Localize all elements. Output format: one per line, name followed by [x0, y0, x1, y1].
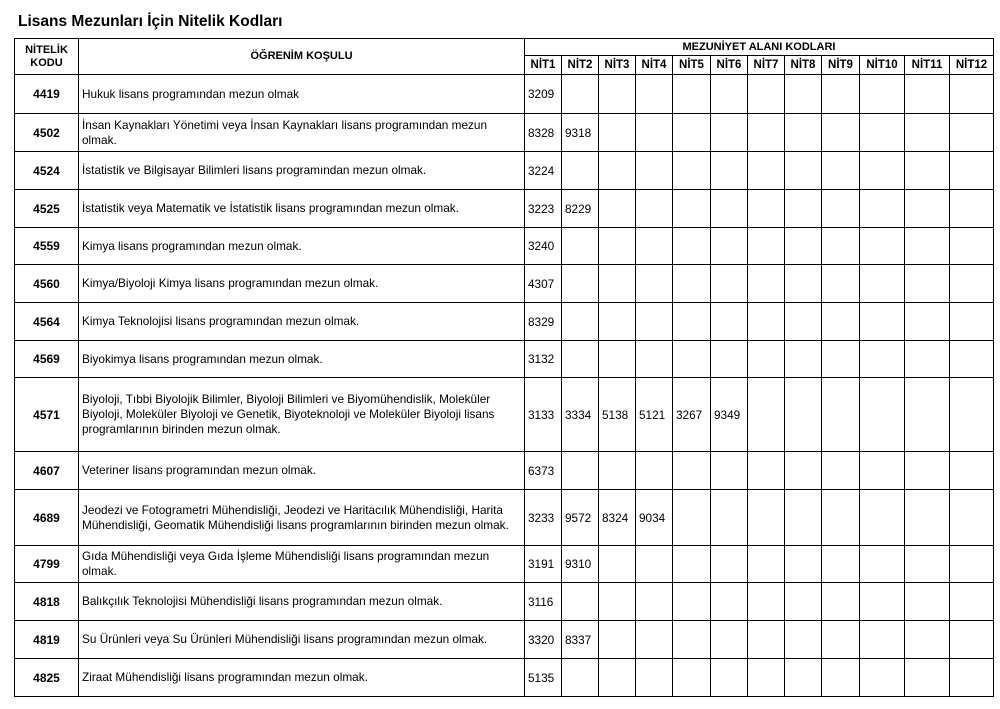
graduation-field-code	[599, 114, 636, 152]
graduation-field-code	[562, 659, 599, 697]
graduation-field-code	[711, 265, 748, 303]
graduation-field-code	[822, 190, 860, 228]
graduation-field-code	[950, 452, 994, 490]
graduation-field-code: 5121	[636, 378, 673, 452]
graduation-field-code	[785, 378, 822, 452]
graduation-field-code	[748, 659, 785, 697]
graduation-field-code: 8229	[562, 190, 599, 228]
graduation-field-code: 9318	[562, 114, 599, 152]
graduation-field-code	[636, 75, 673, 114]
graduation-field-code	[636, 265, 673, 303]
graduation-field-code: 8324	[599, 490, 636, 546]
graduation-field-code	[950, 152, 994, 190]
graduation-field-code	[673, 303, 711, 341]
graduation-field-code	[905, 152, 950, 190]
graduation-field-code: 3132	[525, 341, 562, 378]
graduation-field-code	[711, 341, 748, 378]
graduation-field-code	[860, 621, 905, 659]
graduation-field-code: 9572	[562, 490, 599, 546]
graduation-field-code	[950, 490, 994, 546]
graduation-field-code	[822, 621, 860, 659]
graduation-field-code	[711, 190, 748, 228]
graduation-field-code	[636, 152, 673, 190]
graduation-field-code	[711, 621, 748, 659]
graduation-field-code	[785, 583, 822, 621]
education-condition: Kimya Teknolojisi lisans programından mezun olmak.	[79, 303, 525, 341]
graduation-field-code	[905, 114, 950, 152]
graduation-field-code	[636, 621, 673, 659]
graduation-field-code	[785, 490, 822, 546]
header-nit-6: NİT6	[711, 56, 748, 75]
graduation-field-code	[822, 583, 860, 621]
header-nit-12: NİT12	[950, 56, 994, 75]
graduation-field-code	[673, 452, 711, 490]
graduation-field-code	[822, 75, 860, 114]
graduation-field-code	[599, 659, 636, 697]
graduation-field-code	[673, 114, 711, 152]
graduation-field-code	[860, 228, 905, 265]
graduation-field-code: 5138	[599, 378, 636, 452]
graduation-field-code: 6373	[525, 452, 562, 490]
table-row	[15, 659, 994, 697]
graduation-field-code	[950, 583, 994, 621]
graduation-field-code	[711, 228, 748, 265]
graduation-field-code	[950, 265, 994, 303]
graduation-field-code	[785, 303, 822, 341]
education-condition: Biyokimya lisans programından mezun olmak.	[79, 341, 525, 378]
graduation-field-code	[636, 583, 673, 621]
graduation-field-code	[748, 341, 785, 378]
header-nit-2: NİT2	[562, 56, 599, 75]
graduation-field-code	[950, 546, 994, 583]
graduation-field-code	[599, 228, 636, 265]
table-row	[15, 75, 994, 114]
graduation-field-code: 5135	[525, 659, 562, 697]
graduation-field-code	[599, 621, 636, 659]
graduation-field-code	[822, 228, 860, 265]
graduation-field-code	[636, 452, 673, 490]
graduation-field-code	[785, 659, 822, 697]
graduation-field-code	[673, 190, 711, 228]
graduation-field-code: 3233	[525, 490, 562, 546]
graduation-field-code	[860, 114, 905, 152]
graduation-field-code	[636, 228, 673, 265]
graduation-field-code	[950, 659, 994, 697]
graduation-field-code	[673, 265, 711, 303]
education-condition: Veteriner lisans programından mezun olmak.	[79, 452, 525, 490]
graduation-field-code	[562, 303, 599, 341]
graduation-field-code	[748, 265, 785, 303]
qualification-code: 4689	[15, 490, 79, 546]
header-nit-1: NİT1	[525, 56, 562, 75]
graduation-field-code	[711, 75, 748, 114]
education-condition: İstatistik ve Bilgisayar Bilimleri lisans programından mezun olmak.	[79, 152, 525, 190]
graduation-field-code	[822, 114, 860, 152]
graduation-field-code	[711, 546, 748, 583]
graduation-field-code	[748, 490, 785, 546]
graduation-field-code: 3116	[525, 583, 562, 621]
graduation-field-code: 3133	[525, 378, 562, 452]
graduation-field-code	[905, 265, 950, 303]
graduation-field-code: 3334	[562, 378, 599, 452]
table-row	[15, 228, 994, 265]
graduation-field-code	[860, 378, 905, 452]
education-condition: Ziraat Mühendisliği lisans programından mezun olmak.	[79, 659, 525, 697]
graduation-field-code	[636, 114, 673, 152]
education-condition: Gıda Mühendisliği veya Gıda İşleme Mühendisliği lisans programından mezun olmak.	[79, 546, 525, 583]
graduation-field-code	[822, 341, 860, 378]
header-nit-3: NİT3	[599, 56, 636, 75]
graduation-field-code	[748, 583, 785, 621]
graduation-field-code	[711, 659, 748, 697]
graduation-field-code	[562, 265, 599, 303]
graduation-field-code	[673, 490, 711, 546]
qualification-code: 4559	[15, 228, 79, 265]
graduation-field-code	[860, 546, 905, 583]
table-row	[15, 546, 994, 583]
graduation-field-code	[860, 265, 905, 303]
table-row	[15, 341, 994, 378]
graduation-field-code	[905, 583, 950, 621]
graduation-field-code	[860, 75, 905, 114]
graduation-field-code	[950, 114, 994, 152]
table-row	[15, 190, 994, 228]
education-condition: Jeodezi ve Fotogrametri Mühendisliği, Jeodezi ve Haritacılık Mühendisliği, Harita Mühendisliği, Geomatik Mühendisliği lisans programlarının birinden mezun olmak.	[79, 490, 525, 546]
education-condition: Su Ürünleri veya Su Ürünleri Mühendisliği lisans programından mezun olmak.	[79, 621, 525, 659]
graduation-field-code: 8329	[525, 303, 562, 341]
qualification-code: 4825	[15, 659, 79, 697]
qualification-code: 4571	[15, 378, 79, 452]
graduation-field-code	[599, 583, 636, 621]
graduation-field-code	[860, 341, 905, 378]
graduation-field-code: 3191	[525, 546, 562, 583]
graduation-field-code	[905, 452, 950, 490]
header-nit-10: NİT10	[860, 56, 905, 75]
graduation-field-code	[673, 341, 711, 378]
graduation-field-code	[562, 341, 599, 378]
graduation-field-code	[711, 303, 748, 341]
graduation-field-code	[636, 190, 673, 228]
page-title: Lisans Mezunları İçin Nitelik Kodları	[18, 13, 283, 30]
graduation-field-code	[822, 265, 860, 303]
education-condition: İnsan Kaynakları Yönetimi veya İnsan Kaynakları lisans programından mezun olmak.	[79, 114, 525, 152]
table-row	[15, 114, 994, 152]
graduation-field-code	[905, 546, 950, 583]
graduation-field-code: 3320	[525, 621, 562, 659]
graduation-field-code: 8337	[562, 621, 599, 659]
graduation-field-code	[785, 452, 822, 490]
qualification-code: 4607	[15, 452, 79, 490]
graduation-field-code	[785, 265, 822, 303]
graduation-field-code	[562, 152, 599, 190]
header-group: MEZUNİYET ALANI KODLARI	[525, 39, 994, 56]
graduation-field-code	[822, 546, 860, 583]
graduation-field-code	[599, 152, 636, 190]
graduation-field-code	[785, 75, 822, 114]
graduation-field-code	[905, 378, 950, 452]
table-row	[15, 452, 994, 490]
graduation-field-code	[562, 228, 599, 265]
graduation-field-code	[711, 114, 748, 152]
graduation-field-code	[562, 583, 599, 621]
graduation-field-code	[950, 190, 994, 228]
qualification-code: 4419	[15, 75, 79, 114]
graduation-field-code	[860, 190, 905, 228]
graduation-field-code	[599, 546, 636, 583]
graduation-field-code	[562, 75, 599, 114]
graduation-field-code	[636, 303, 673, 341]
graduation-field-code	[599, 190, 636, 228]
graduation-field-code	[711, 490, 748, 546]
education-condition: Biyoloji, Tıbbi Biyolojik Bilimler, Biyoloji Bilimleri ve Biyomühendislik, Moleküler Biyoloji, Moleküler Biyoloji ve Genetik, Biyoteknoloji ve Moleküler Biyoloji lisans programlarının birinden mezun olmak.	[79, 378, 525, 452]
graduation-field-code	[748, 152, 785, 190]
graduation-field-code	[905, 303, 950, 341]
header-nit-8: NİT8	[785, 56, 822, 75]
graduation-field-code	[860, 490, 905, 546]
graduation-field-code	[785, 190, 822, 228]
header-code: NİTELİK KODU	[15, 39, 79, 75]
graduation-field-code	[711, 152, 748, 190]
graduation-field-code	[599, 341, 636, 378]
graduation-field-code	[822, 378, 860, 452]
graduation-field-code	[905, 621, 950, 659]
graduation-field-code	[748, 303, 785, 341]
graduation-field-code	[860, 583, 905, 621]
header-nit-9: NİT9	[822, 56, 860, 75]
graduation-field-code	[905, 490, 950, 546]
header-condition: ÖĞRENİM KOŞULU	[79, 39, 525, 75]
graduation-field-code: 4307	[525, 265, 562, 303]
graduation-field-code	[599, 75, 636, 114]
table-row	[15, 152, 994, 190]
graduation-field-code	[748, 114, 785, 152]
graduation-field-code: 3209	[525, 75, 562, 114]
table-row	[15, 303, 994, 341]
graduation-field-code	[905, 228, 950, 265]
qualification-code: 4502	[15, 114, 79, 152]
graduation-field-code	[950, 378, 994, 452]
graduation-field-code	[950, 303, 994, 341]
graduation-field-code	[822, 452, 860, 490]
graduation-field-code	[905, 190, 950, 228]
graduation-field-code	[860, 303, 905, 341]
graduation-field-code: 9310	[562, 546, 599, 583]
graduation-field-code	[860, 152, 905, 190]
education-condition: Balıkçılık Teknolojisi Mühendisliği lisans programından mezun olmak.	[79, 583, 525, 621]
graduation-field-code: 9349	[711, 378, 748, 452]
table-row	[15, 378, 994, 452]
graduation-field-code	[748, 378, 785, 452]
education-condition: Kimya/Biyoloji Kimya lisans programından mezun olmak.	[79, 265, 525, 303]
graduation-field-code	[748, 546, 785, 583]
graduation-field-code	[748, 621, 785, 659]
graduation-field-code	[950, 75, 994, 114]
graduation-field-code	[785, 114, 822, 152]
qualification-code: 4569	[15, 341, 79, 378]
graduation-field-code	[785, 341, 822, 378]
graduation-field-code	[599, 303, 636, 341]
qualification-code: 4819	[15, 621, 79, 659]
qualification-code: 4524	[15, 152, 79, 190]
graduation-field-code	[822, 659, 860, 697]
graduation-field-code	[785, 546, 822, 583]
table-row	[15, 265, 994, 303]
graduation-field-code	[748, 452, 785, 490]
qualification-code: 4818	[15, 583, 79, 621]
header-nit-5: NİT5	[673, 56, 711, 75]
graduation-field-code	[599, 452, 636, 490]
graduation-field-code	[562, 452, 599, 490]
graduation-field-code: 3267	[673, 378, 711, 452]
graduation-field-code	[711, 583, 748, 621]
graduation-field-code	[711, 452, 748, 490]
qualification-code: 4560	[15, 265, 79, 303]
graduation-field-code: 3223	[525, 190, 562, 228]
graduation-field-code	[860, 659, 905, 697]
graduation-field-code: 3224	[525, 152, 562, 190]
education-condition: İstatistik veya Matematik ve İstatistik lisans programından mezun olmak.	[79, 190, 525, 228]
qualification-code: 4564	[15, 303, 79, 341]
education-condition: Hukuk lisans programından mezun olmak	[79, 75, 525, 114]
graduation-field-code	[785, 152, 822, 190]
graduation-field-code	[673, 546, 711, 583]
graduation-field-code	[785, 228, 822, 265]
graduation-field-code	[636, 659, 673, 697]
graduation-field-code: 8328	[525, 114, 562, 152]
graduation-field-code	[636, 546, 673, 583]
header-nit-11: NİT11	[905, 56, 950, 75]
graduation-field-code	[748, 75, 785, 114]
graduation-field-code	[673, 659, 711, 697]
graduation-field-code: 9034	[636, 490, 673, 546]
table-row	[15, 490, 994, 546]
graduation-field-code	[748, 190, 785, 228]
table-row	[15, 621, 994, 659]
qualification-code: 4799	[15, 546, 79, 583]
graduation-field-code	[673, 228, 711, 265]
qualification-codes-table	[14, 38, 994, 697]
graduation-field-code	[860, 452, 905, 490]
graduation-field-code	[673, 152, 711, 190]
graduation-field-code	[822, 303, 860, 341]
graduation-field-code	[905, 75, 950, 114]
graduation-field-code	[822, 152, 860, 190]
header-nit-7: NİT7	[748, 56, 785, 75]
graduation-field-code	[599, 265, 636, 303]
graduation-field-code	[785, 621, 822, 659]
graduation-field-code: 3240	[525, 228, 562, 265]
header-nit-4: NİT4	[636, 56, 673, 75]
graduation-field-code	[950, 228, 994, 265]
graduation-field-code	[673, 75, 711, 114]
graduation-field-code	[748, 228, 785, 265]
graduation-field-code	[905, 659, 950, 697]
education-condition: Kimya lisans programından mezun olmak.	[79, 228, 525, 265]
graduation-field-code	[673, 583, 711, 621]
graduation-field-code	[950, 341, 994, 378]
graduation-field-code	[822, 490, 860, 546]
graduation-field-code	[905, 341, 950, 378]
graduation-field-code	[673, 621, 711, 659]
graduation-field-code	[636, 341, 673, 378]
qualification-code: 4525	[15, 190, 79, 228]
table-row	[15, 583, 994, 621]
graduation-field-code	[950, 621, 994, 659]
